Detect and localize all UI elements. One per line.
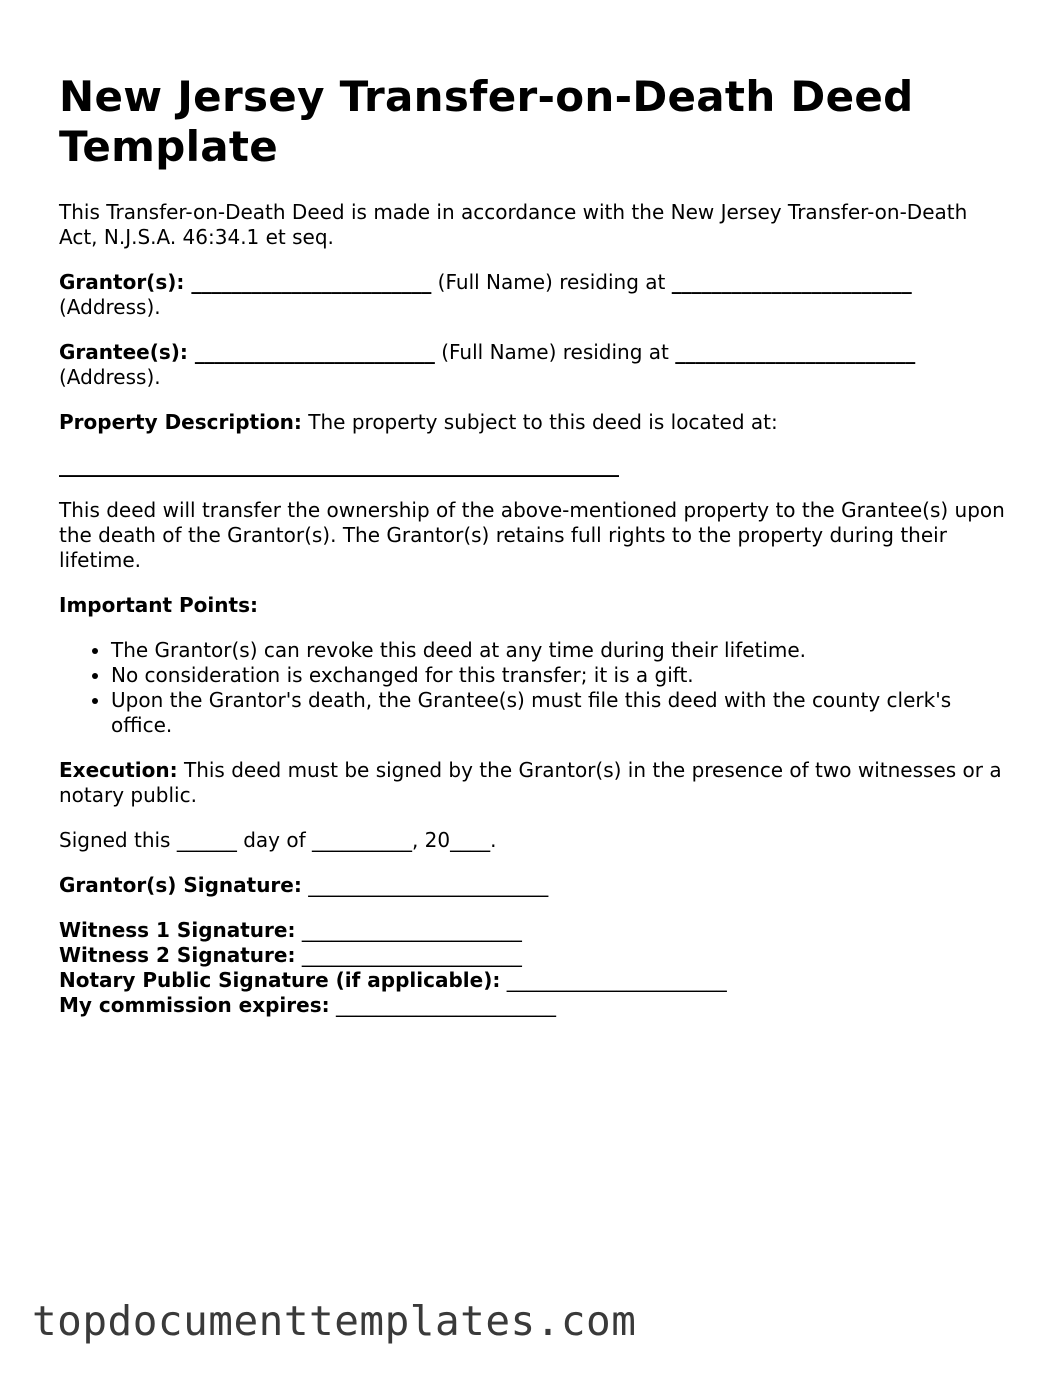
grantee-label: Grantee(s): ________________________ — [59, 340, 435, 364]
commission-expires-line — [59, 993, 1009, 1018]
grantor-label: Grantor(s): ________________________ — [59, 270, 432, 294]
list-item: • Upon the Grantor's death, the Grantee(s) must file this deed with the county clerk's office. — [111, 688, 1009, 738]
document-page — [59, 72, 1009, 1018]
transfer-paragraph: This deed will transfer the ownership of the above-mentioned property to the Grantee(s) upon the death of the Grantor(s). The Grantor(s) retains full rights to the property during their lifetime. — [59, 498, 1005, 572]
commission-expires-blank: ______________________ — [329, 993, 556, 1017]
page-title: New Jersey Transfer-on-Death Deed Template — [59, 72, 914, 171]
execution-paragraph — [59, 758, 1009, 808]
watermark-text: topdocumenttemplates.com — [32, 1297, 637, 1345]
witness2-signature-line — [59, 943, 1009, 968]
execution-text: This deed must be signed by the Grantor(s) in the presence of two witnesses or a notary public. — [59, 758, 1002, 807]
notary-signature-label: Notary Public Signature (if applicable): — [59, 968, 501, 992]
witness2-signature-label: Witness 2 Signature: — [59, 943, 296, 967]
property-blank-line: ________________________________________________________ — [59, 453, 619, 477]
important-list — [59, 638, 1009, 738]
property-label: Property Description: — [59, 410, 302, 434]
grantor-address-blank: ________________________ — [671, 270, 912, 294]
list-item: • No consideration is exchanged for this transfer; it is a gift. — [111, 663, 1009, 688]
grantor-signature-line — [59, 873, 1009, 898]
grantor-suffix: (Address). — [59, 295, 161, 319]
commission-expires-label: My commission expires: — [59, 993, 330, 1017]
notary-signature-line — [59, 968, 1009, 993]
grantee-address-blank: ________________________ — [675, 340, 916, 364]
intro-paragraph: This Transfer-on-Death Deed is made in accordance with the New Jersey Transfer-on-Death Act, N.J.S.A. 46:34.1 et seq. — [59, 200, 968, 249]
witness1-signature-blank: ______________________ — [295, 918, 522, 942]
grantee-suffix: (Address). — [59, 365, 161, 389]
important-heading-text: Important Points: — [59, 593, 258, 617]
list-item: • The Grantor(s) can revoke this deed at any time during their lifetime. — [111, 638, 1009, 663]
notary-signature-blank: ______________________ — [500, 968, 727, 992]
grantee-text: (Full Name) residing at — [434, 340, 676, 364]
grantor-signature-label: Grantor(s) Signature: — [59, 873, 302, 897]
grantee-line — [59, 340, 1009, 390]
property-text: The property subject to this deed is located at: — [301, 410, 778, 434]
important-heading — [59, 593, 1009, 618]
grantor-line — [59, 270, 1009, 320]
property-line — [59, 410, 1009, 435]
grantor-text: (Full Name) residing at — [431, 270, 672, 294]
grantor-signature-blank: ________________________ — [301, 873, 549, 897]
witness1-signature-line — [59, 918, 1009, 943]
execution-label: Execution: — [59, 758, 178, 782]
property-blank — [59, 453, 1009, 478]
witness1-signature-label: Witness 1 Signature: — [59, 918, 296, 942]
witness2-signature-blank: ______________________ — [295, 943, 522, 967]
signed-date-line: Signed this ______ day of __________, 20____. — [59, 828, 497, 852]
